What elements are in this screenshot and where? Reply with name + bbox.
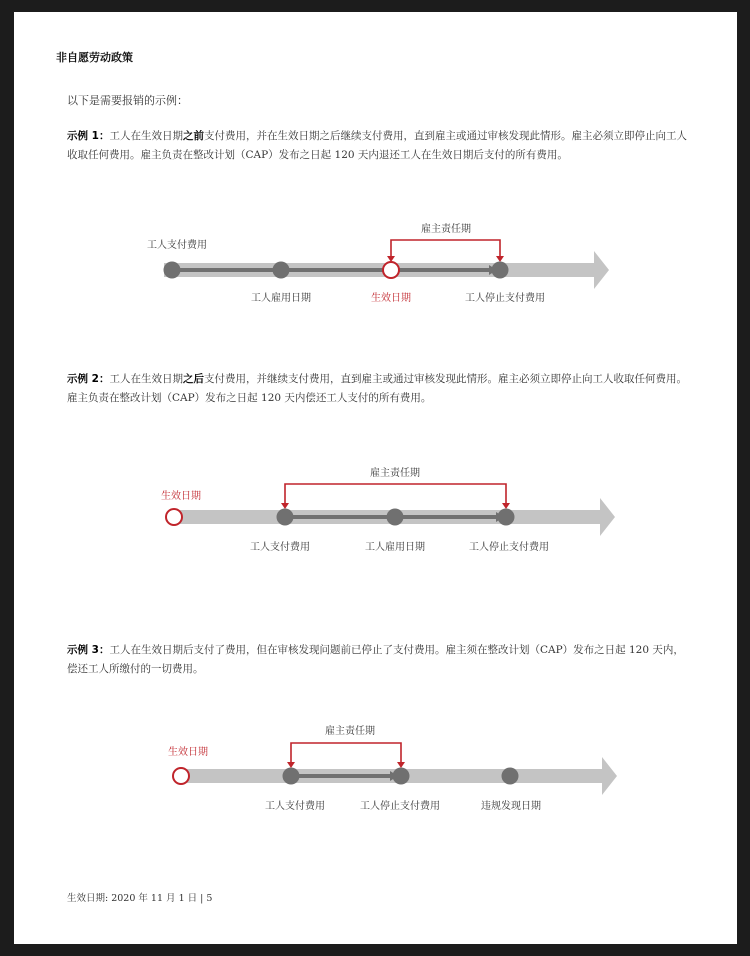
responsibility-bracket xyxy=(391,240,500,260)
example-2-text-b: 支付费用，并继续支付费用，直到雇主或通过审核发现此情形。雇主必须立即停止向工人收取任何费用。雇主负责在整改计划（CAP）发布之日起 120 天内偿还工人支付的所有费用。 xyxy=(67,373,687,404)
timeline-label: 工人支付费用 xyxy=(250,542,310,553)
example-3-label: 示例 3： xyxy=(67,644,110,656)
timeline-dot xyxy=(277,509,294,526)
responsibility-bracket xyxy=(291,743,401,766)
top-label: 工人支付费用 xyxy=(147,240,207,251)
example-2-paragraph xyxy=(67,370,692,408)
example-2-emphasis: 之后 xyxy=(182,373,204,385)
timeline-dot xyxy=(283,768,300,785)
effective-date-dot xyxy=(166,509,182,525)
example-1-paragraph xyxy=(67,127,692,165)
timeline-dot xyxy=(502,768,519,785)
timeline-label: 工人支付费用 xyxy=(265,801,325,812)
bracket-arrow-right xyxy=(502,503,510,509)
example-3-paragraph xyxy=(67,641,692,679)
page-footer: 生效日期: 2020 年 11 月 1 日 | 5 xyxy=(67,893,213,904)
intro-text: 以下是需要报销的示例： xyxy=(67,94,188,107)
timeline-dot xyxy=(164,262,181,279)
bracket-arrow-right xyxy=(397,762,405,768)
responsibility-label: 雇主责任期 xyxy=(421,224,471,235)
example-1-text-a: 工人在生效日期 xyxy=(109,130,183,142)
page-header-title: 非自愿劳动政策 xyxy=(56,51,133,64)
timeline-label: 工人停止支付费用 xyxy=(360,801,440,812)
document-page xyxy=(14,12,737,944)
top-label-effective: 生效日期 xyxy=(168,747,208,758)
timeline-label: 工人雇用日期 xyxy=(251,293,311,304)
example-3-timeline xyxy=(14,717,737,827)
timeline-label: 违规发现日期 xyxy=(481,801,541,812)
bracket-arrow-right xyxy=(496,256,504,262)
example-1-timeline xyxy=(14,212,737,322)
bracket-arrow-left xyxy=(287,762,295,768)
timeline-dot xyxy=(273,262,290,279)
timeline-dot xyxy=(498,509,515,526)
bracket-arrow-left xyxy=(281,503,289,509)
example-2-label: 示例 2： xyxy=(67,373,110,385)
timeline-label: 工人停止支付费用 xyxy=(469,542,549,553)
example-1-emphasis: 之前 xyxy=(182,130,204,142)
example-1-text-b: 支付费用，并在生效日期之后继续支付费用，直到雇主或通过审核发现此情形。雇主必须立即停止向工人收取任何费用。雇主负责在整改计划（CAP）发布之日起 120 天内退还工人在生效日期后支付的所有费用。 xyxy=(67,130,687,161)
timeline-label-effective: 生效日期 xyxy=(371,293,411,304)
timeline-dot xyxy=(393,768,410,785)
example-2-text-a: 工人在生效日期 xyxy=(109,373,183,385)
timeline-label: 工人停止支付费用 xyxy=(465,293,545,304)
timeline-label: 工人雇用日期 xyxy=(365,542,425,553)
responsibility-label: 雇主责任期 xyxy=(325,726,375,737)
timeline-dot xyxy=(387,509,404,526)
effective-date-dot xyxy=(173,768,189,784)
timeline-dot xyxy=(492,262,509,279)
responsibility-bracket xyxy=(285,484,506,507)
example-2-timeline xyxy=(14,457,737,567)
effective-date-dot xyxy=(383,262,399,278)
top-label-effective: 生效日期 xyxy=(161,491,201,502)
responsibility-label: 雇主责任期 xyxy=(370,468,420,479)
example-1-label: 示例 1： xyxy=(67,130,110,142)
example-3-text: 工人在生效日期后支付了费用，但在审核发现问题前已停止了支付费用。雇主须在整改计划（CAP）发布之日起 120 天内，偿还工人所缴付的一切费用。 xyxy=(67,644,684,675)
